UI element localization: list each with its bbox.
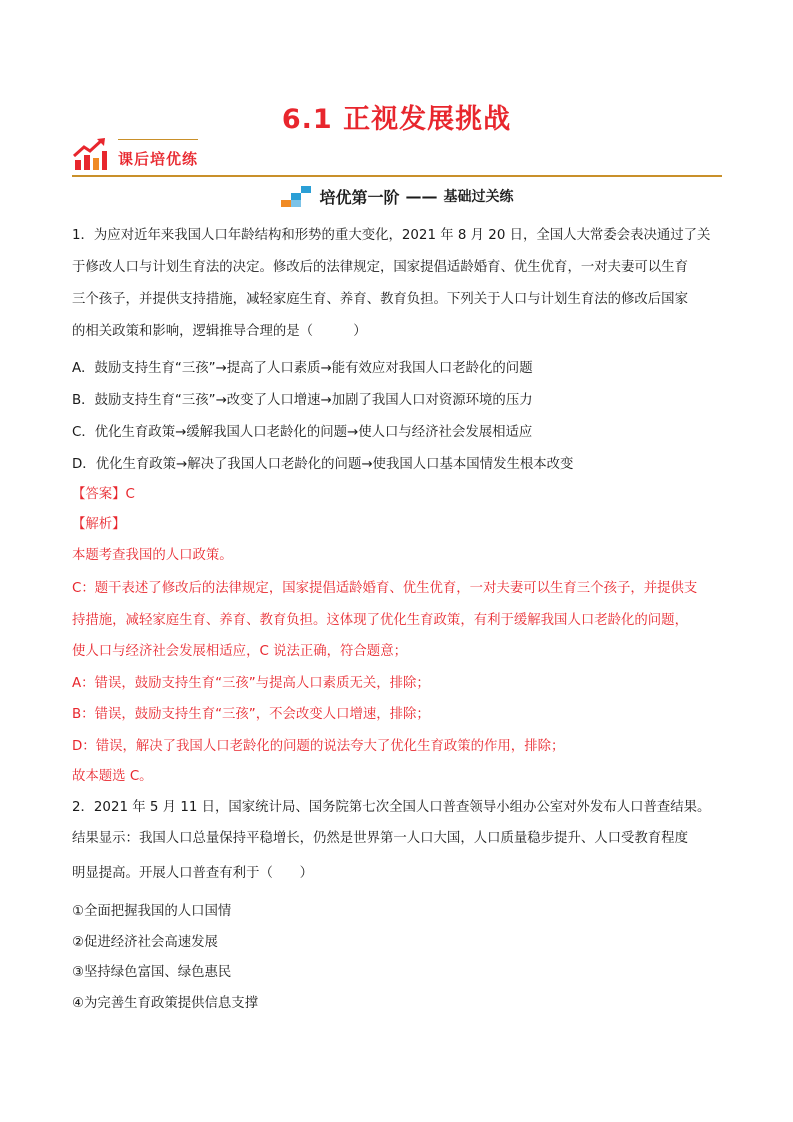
q1-analysis-line: B：错误，鼓励支持生育“三孩”，不会改变人口增速，排除； [72,707,430,722]
q1-analysis-line: D：错误，解决了我国人口老龄化的问题的说法夸大了优化生育政策的作用，排除； [72,739,565,754]
banner-top-line [118,139,198,140]
q1-analysis-line: 故本题选 C。 [72,769,153,784]
q1-stem-line: 三个孩子，并提供支持措施，减轻家庭生育、养育、教育负担。下列关于人口与计划生育法的修改后国家 [72,292,688,307]
q2-item: ④为完善生育政策提供信息支撑 [72,996,259,1011]
stair-blocks-icon [279,183,313,209]
q1-option-b: B．鼓励支持生育“三孩”→改变了人口增速→加剧了我国人口对资源环境的压力 [72,393,533,408]
q1-option-d: D．优化生育政策→解决了我国人口老龄化的问题→使我国人口基本国情发生根本改变 [72,457,574,472]
q1-analysis-line: 使人口与经济社会发展相适应，C 说法正确，符合题意； [72,644,407,659]
q2-item: ③坚持绿色富国、绿色惠民 [72,965,232,980]
q1-option-a: A．鼓励支持生育“三孩”→提高了人口素质→能有效应对我国人口老龄化的问题 [72,361,533,376]
level-heading [0,183,793,213]
section-banner [72,134,722,178]
level-subtitle: 基础过关练 [443,189,514,205]
level-dash: —— [405,186,438,206]
q2-item: ①全面把握我国的人口国情 [72,904,232,919]
q2-stem-line: 明显提高。开展人口普查有利于（ ） [72,866,314,881]
document-title: 6.1 正视发展挑战 [281,104,512,135]
q1-stem-line: 的相关政策和影响，逻辑推导合理的是（ ） [72,324,367,339]
q1-answer: 【答案】C [72,487,135,502]
rising-bar-chart-arrow-icon [72,136,108,172]
q1-analysis-line: A：错误，鼓励支持生育“三孩”与提高人口素质无关，排除； [72,676,430,691]
q1-option-c: C．优化生育政策→缓解我国人口老龄化的问题→使人口与经济社会发展相适应 [72,425,533,440]
banner-label: 课后培优练 [118,150,199,168]
level-title: 培优第一阶 [319,187,400,207]
q1-stem-line: 于修改人口与计划生育法的决定。修改后的法律规定，国家提倡适龄婚育、优生优育，一对夫妻可以生育 [72,260,688,275]
q1-analysis-label: 【解析】 [72,517,126,532]
q2-stem-line: 结果显示：我国人口总量保持平稳增长，仍然是世界第一人口大国，人口质量稳步提升、人口受教育程度 [72,831,688,846]
q2-item: ②促进经济社会高速发展 [72,935,218,950]
q1-analysis-line: C：题干表述了修改后的法律规定，国家提倡适龄婚育、优生优育，一对夫妻可以生育三个孩子，并提供支 [72,581,698,596]
banner-rule [72,175,722,177]
q1-stem-line: 1．为应对近年来我国人口年龄结构和形势的重大变化，2021 年 8 月 20 日，全国人大常委会表决通过了关 [72,228,711,243]
q2-stem-line: 2．2021 年 5 月 11 日，国家统计局、国务院第七次全国人口普查领导小组办公室对外发布人口普查结果。 [72,800,711,815]
q1-analysis-line: 持措施，减轻家庭生育、养育、教育负担。这体现了优化生育政策，有利于缓解我国人口老龄化的问题， [72,613,688,628]
q1-analysis-line: 本题考查我国的人口政策。 [72,548,233,563]
